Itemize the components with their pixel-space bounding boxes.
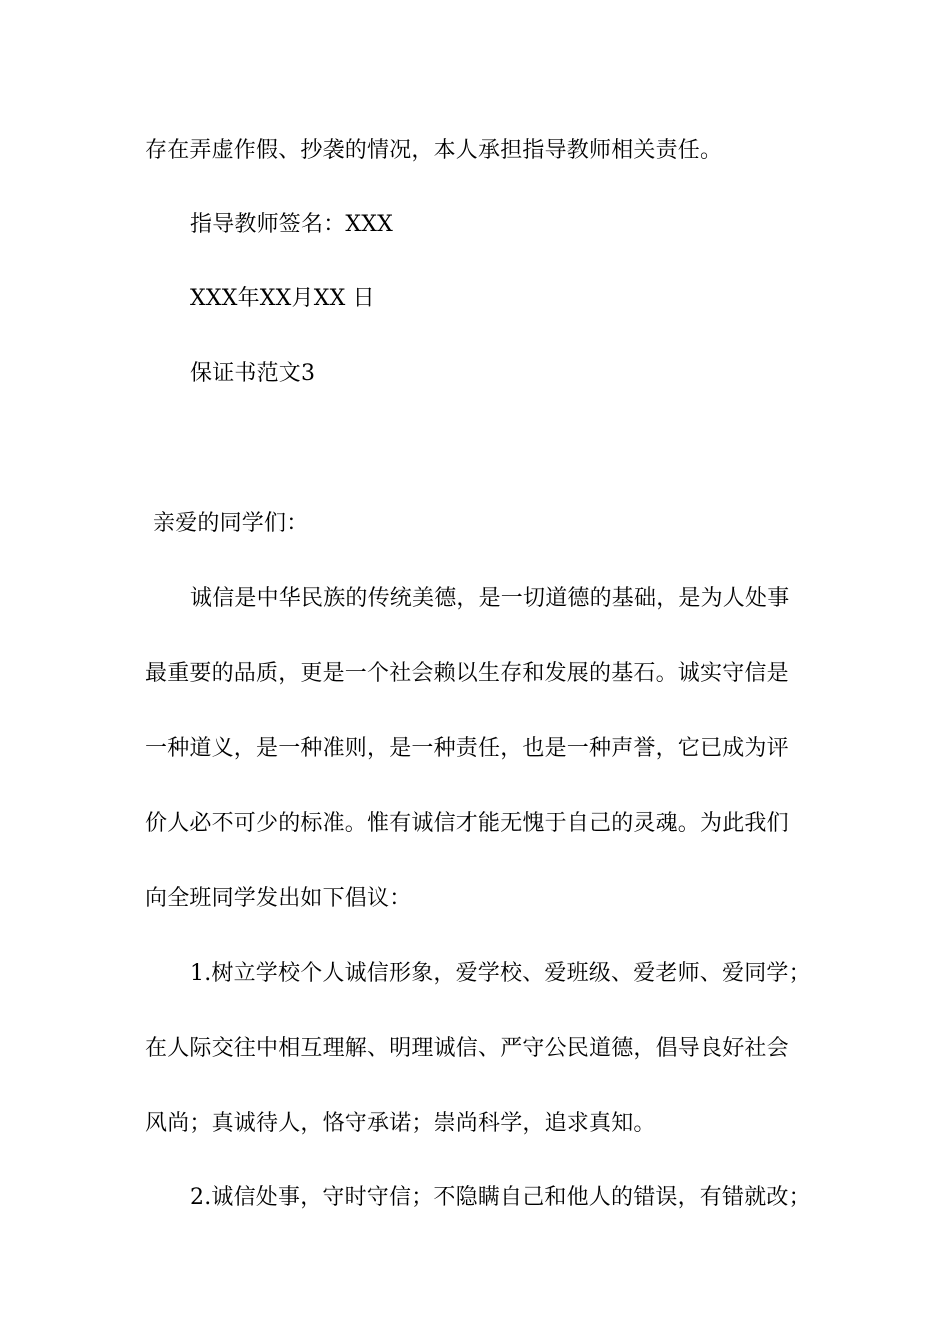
paragraph-line: 存在弄虚作假、抄袭的情况，本人承担指导教师相关责任。 xyxy=(145,138,723,163)
paragraph-line: 最重要的品质，更是一个社会赖以生存和发展的基石。诚实守信是 xyxy=(145,661,789,686)
paragraph-line: 价人必不可少的标准。惟有诚信才能无愧于自己的灵魂。为此我们 xyxy=(145,811,789,836)
date-line: XXX年XX月XX 日 xyxy=(190,286,375,311)
salutation: 亲爱的同学们： xyxy=(153,511,309,536)
signature-line: 指导教师签名：XXX xyxy=(190,212,393,237)
list-item-line: 2.诚信处事，守时守信；不隐瞒自己和他人的错误，有错就改； xyxy=(190,1185,811,1210)
list-item-line: 风尚；真诚待人，恪守承诺；崇尚科学，追求真知。 xyxy=(145,1111,656,1136)
list-item-line: 在人际交往中相互理解、明理诚信、严守公民道德，倡导良好社会 xyxy=(145,1036,789,1061)
section-title: 保证书范文3 xyxy=(190,361,316,386)
paragraph-line: 诚信是中华民族的传统美德，是一切道德的基础，是为人处事 xyxy=(190,586,790,611)
list-item-line: 1.树立学校个人诚信形象，爱学校、爱班级、爱老师、爱同学； xyxy=(190,961,811,986)
paragraph-line: 向全班同学发出如下倡议： xyxy=(145,886,412,911)
paragraph-line: 一种道义，是一种准则，是一种责任，也是一种声誉，它已成为评 xyxy=(145,736,789,761)
